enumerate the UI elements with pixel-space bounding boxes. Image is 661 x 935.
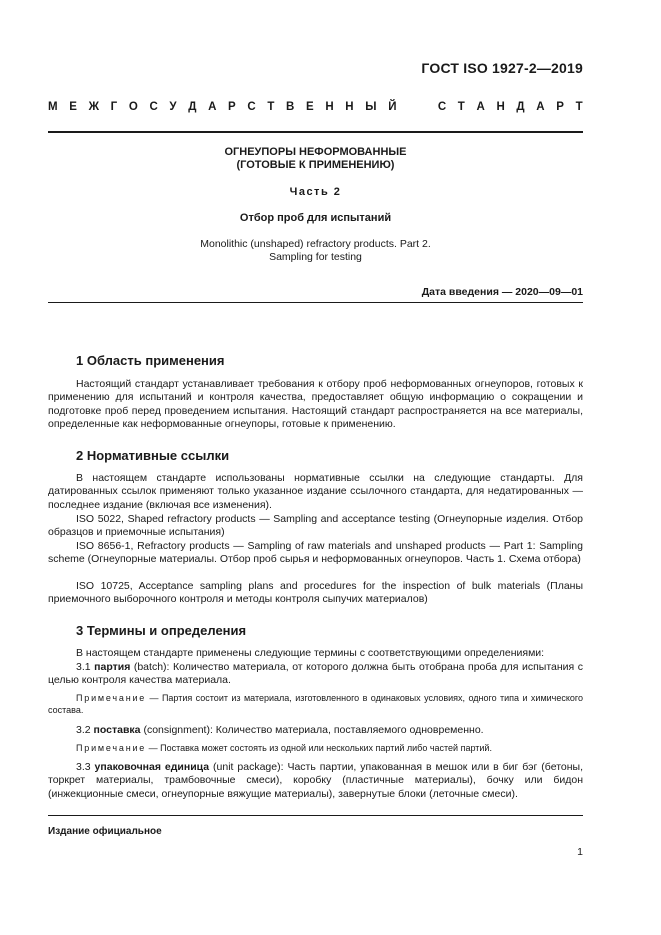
banner-letter: Н (496, 101, 505, 113)
english-title (48, 238, 583, 264)
interstate-standard-banner (48, 101, 583, 113)
banner-letter: Н (345, 101, 354, 113)
banner-letter: М (48, 101, 58, 113)
banner-letter: Е (306, 101, 314, 113)
header-rule (48, 131, 583, 133)
document-subtitle: Отбор проб для испытаний (239, 212, 392, 224)
banner-letter: Й (388, 101, 397, 113)
term-3-2-name: поставка (93, 724, 141, 736)
official-edition-label: Издание официальное (48, 826, 162, 837)
section-2-reference-iso5022: ISO 5022, Shaped refractory products — Sampling and acceptance testing (Огнеупорные изделия. Отбор образцов и приемочные испытания) (48, 513, 583, 539)
title-line-1: ОГНЕУПОРЫ НЕФОРМОВАННЫЕ (224, 146, 407, 158)
note-3-1: Примечание — Партия состоит из материала, изготовленного в одинаковых условиях, одного типа и химического состава. (48, 693, 583, 715)
section-2-reference-iso10725: ISO 10725, Acceptance sampling plans and procedures for the inspection of bulk materials (Планы приемочного выборочного контроля и методы контроля сыпучих материалов) (48, 580, 583, 606)
banner-letter: В (286, 101, 295, 113)
section-2-paragraph-1: В настоящем стандарте использованы нормативные ссылки на следующие стандарты. Для датированных ссылок применяют только указанное издание ссылочного стандарта, для недатированных — последнее издание (включая все изменения). (48, 472, 583, 511)
banner-letter: Е (69, 101, 77, 113)
section-1-paragraph: Настоящий стандарт устанавливает требования к отбору проб неформованных огнеупоров, готовых к применению для испытаний и контроля качества, предоставляет общую информацию о сокращении и подготовке проб перед проведением испытания. Настоящий стандарт распространяется на все материалы, определенные как неформованные огнеупоры, готовые к применению. (48, 378, 583, 431)
banner-letter: Д (188, 101, 197, 113)
section-2-heading: 2 Нормативные ссылки (76, 448, 230, 463)
term-3-2: 3.2 поставка (consignment): Количество материала, поставляемого одновременно. (76, 724, 484, 736)
english-title-line-1: Monolithic (unshaped) refractory products. Part 2. (200, 238, 431, 250)
part-label: Часть 2 (289, 186, 342, 198)
banner-letter: Ы (365, 101, 377, 113)
document-code: ГОСТ ISO 1927-2—2019 (421, 60, 583, 76)
english-title-line-2: Sampling for testing (269, 251, 362, 263)
banner-letter: С (149, 101, 158, 113)
term-3-3: 3.3 упаковочная единица (unit package): Часть партии, упакованная в мешок или в биг бэг (бетоны, торкрет материалы, трамбовочные смеси), коробку (пластичные материалы), бочку или бидон (инжекционные смеси, огнеупорные вяжущие материалы), завернутые блоки (леточные смеси). (48, 761, 583, 800)
term-3-3-name: упаковочная единица (94, 761, 210, 773)
section-1-heading: 1 Область применения (76, 353, 225, 368)
title-line-2: (ГОТОВЫЕ К ПРИМЕНЕНИЮ) (236, 159, 395, 171)
banner-letter: Т (457, 101, 465, 113)
term-3-1-name: партия (94, 661, 131, 673)
banner-letter: Г (110, 101, 118, 113)
section-2-reference-iso8656: ISO 8656-1, Refractory products — Sampling of raw materials and unshaped products — Part 1: Sampling scheme (Огнеупорные материалы. Отбор проб сырья и неформованных огнеупоров. Часть 1. Схема отбора) (48, 540, 583, 566)
banner-letter: О (128, 101, 138, 113)
introduction-date: Дата введения — 2020—09—01 (421, 286, 583, 298)
banner-letter: Р (228, 101, 236, 113)
banner-letter: А (208, 101, 217, 113)
note-3-2: Примечание — Поставка может состоять из одной или нескольких партий либо частей партий. (76, 743, 492, 753)
banner-letter: А (536, 101, 545, 113)
banner-letter: Д (516, 101, 525, 113)
banner-letter: Н (325, 101, 334, 113)
document-title (48, 146, 583, 172)
banner-letter (408, 101, 411, 113)
banner-letter: Т (575, 101, 583, 113)
footer-rule (48, 815, 583, 816)
date-rule (48, 302, 583, 303)
section-3-heading: 3 Термины и определения (76, 623, 247, 638)
page-number: 1 (577, 846, 583, 858)
banner-letter: С (247, 101, 256, 113)
banner-letter: Т (267, 101, 275, 113)
banner-letter: Ж (88, 101, 99, 113)
banner-letter (423, 101, 426, 113)
banner-letter: Р (556, 101, 564, 113)
term-3-1: 3.1 партия (batch): Количество материала, от которого должна быть отобрана проба для испытания с целью контроля качества материала. (48, 661, 583, 687)
banner-letter: С (437, 101, 447, 113)
section-3-intro: В настоящем стандарте применены следующие термины с соответствующими определениями: (76, 647, 545, 659)
banner-letter: А (476, 101, 485, 113)
banner-letter: У (169, 101, 177, 113)
